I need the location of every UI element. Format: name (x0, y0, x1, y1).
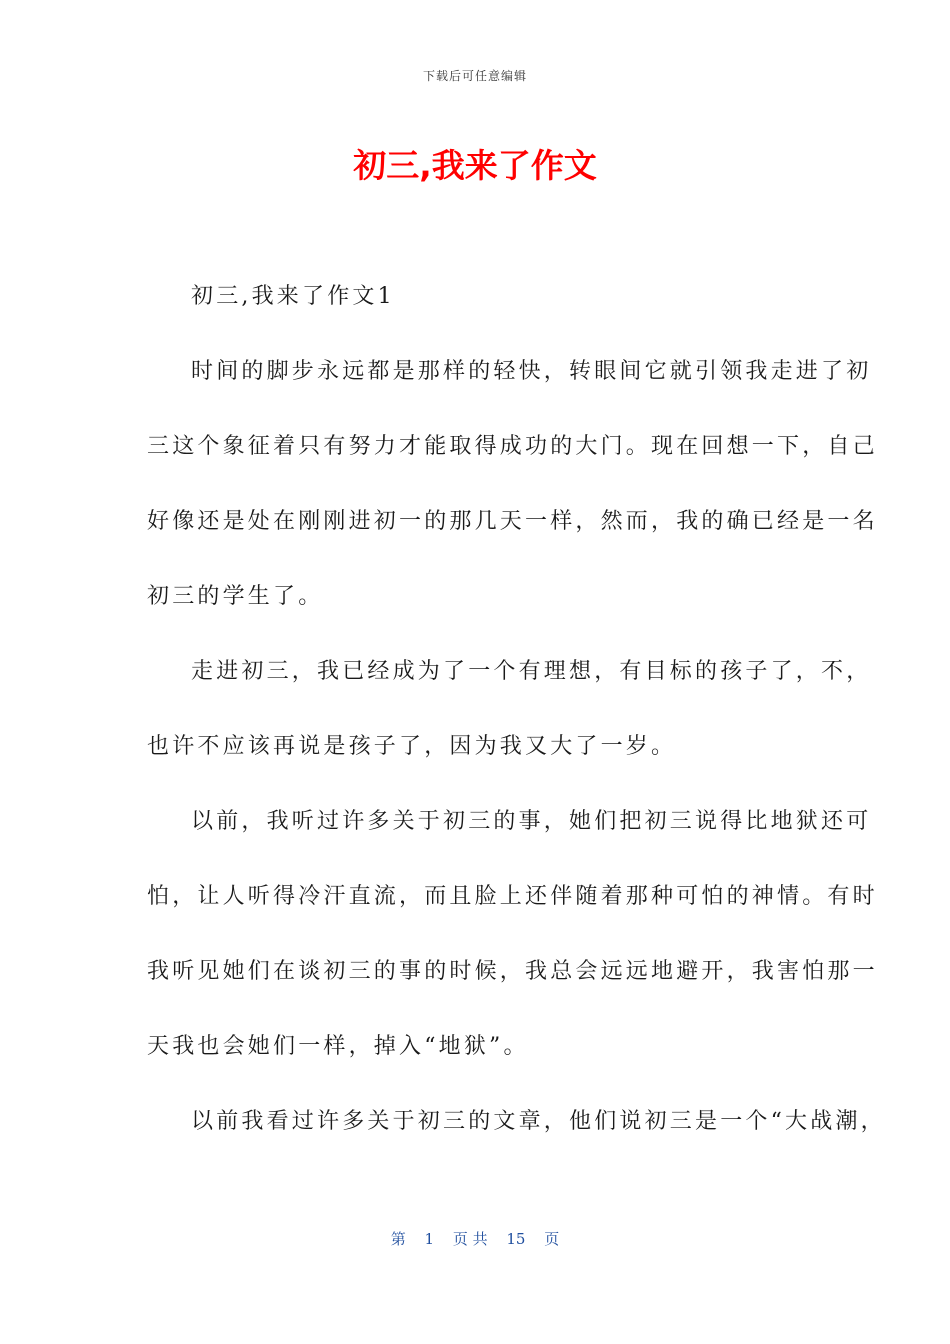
document-body (147, 272, 886, 1172)
text-line: 天我也会她们一样，掉入“地狱”。 (147, 1034, 529, 1059)
text-line: 以前，我听过许多关于初三的事，她们把初三说得比地狱还可 (191, 809, 872, 834)
text-line: 时间的脚步永远都是那样的轻快，转眼间它就引领我走进了初 (191, 359, 872, 384)
text-line: 初三的学生了。 (147, 584, 324, 609)
text-line: 以前我看过许多关于初三的文章，他们说初三是一个“大战潮， (191, 1109, 886, 1134)
current-page-number: 1 (424, 1230, 435, 1248)
footer-middle: 页 共 (452, 1230, 488, 1248)
footer-suffix: 页 (544, 1230, 560, 1248)
text-line: 也许不应该再说是孩子了，因为我又大了一岁。 (147, 734, 677, 759)
footer-prefix: 第 (390, 1230, 406, 1248)
text-line: 三这个象征着只有努力才能取得成功的大门。现在回想一下，自己 (147, 434, 878, 459)
text-line: 我听见她们在谈初三的事的时候，我总会远远地避开，我害怕那一 (147, 959, 878, 984)
text-line: 初三,我来了作文1 (191, 284, 395, 309)
text-line: 好像还是处在刚刚进初一的那几天一样，然而，我的确已经是一名 (147, 509, 878, 534)
text-line: 怕，让人听得冷汗直流，而且脸上还伴随着那种可怕的神情。有时 (147, 884, 878, 909)
total-pages-number: 15 (506, 1230, 526, 1248)
header-note: 下载后可任意编辑 (422, 69, 527, 83)
page-footer (0, 1228, 950, 1249)
document-title: 初三,我来了作文 (353, 146, 597, 185)
text-line: 走进初三，我已经成为了一个有理想，有目标的孩子了，不， (191, 659, 872, 684)
